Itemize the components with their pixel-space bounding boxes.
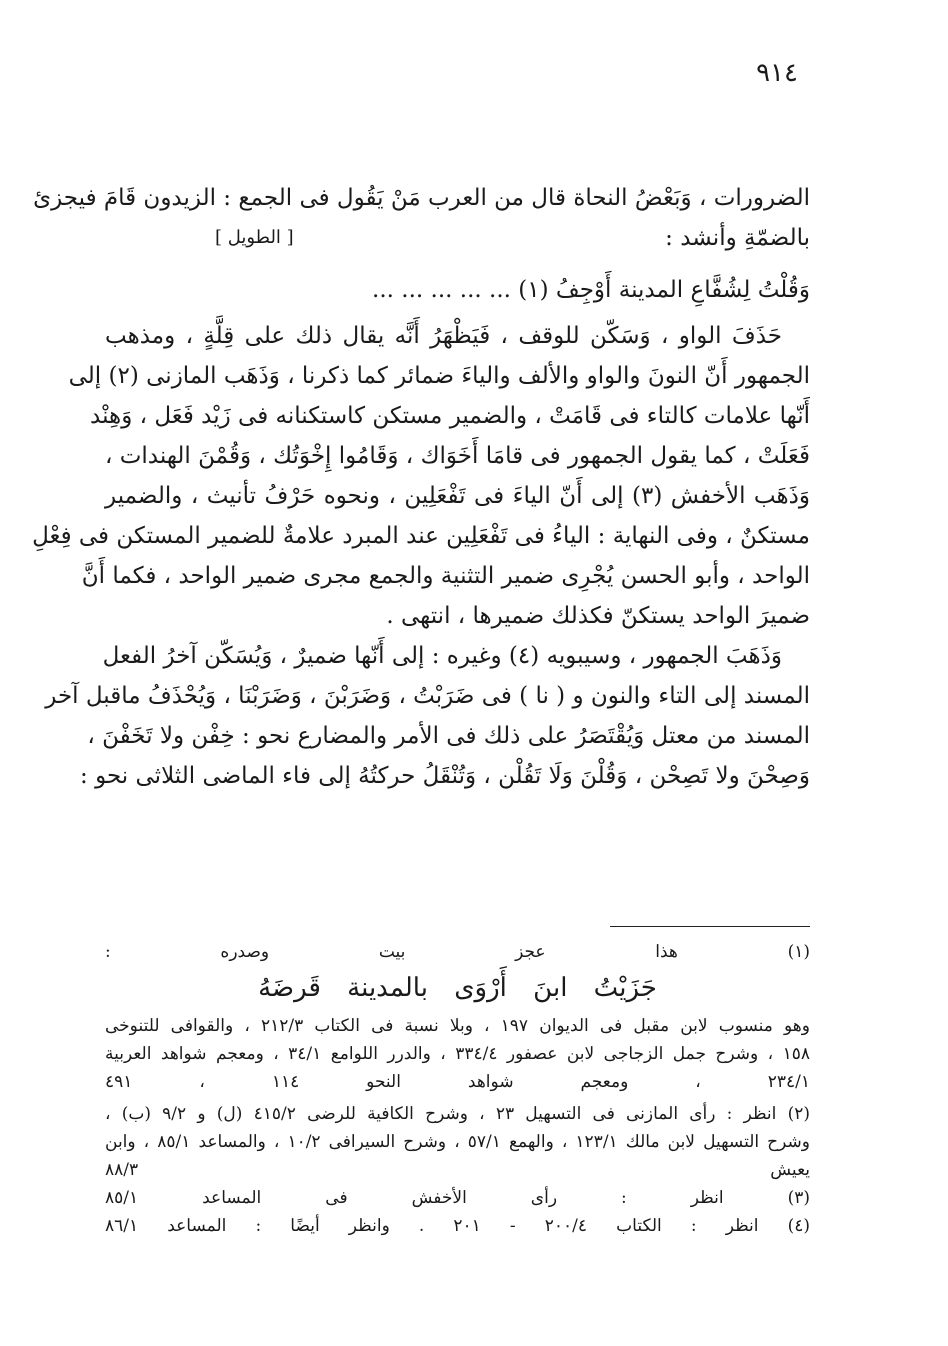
text-line: حَذَفَ الواو ، وَسَكّن للوقف ، فَيَظْهَرُ أَنَّه يقال ذلك على قِلَّةٍ ، ومذهب [105,323,782,349]
paragraph-2 [32,316,810,636]
paragraph-1 [33,178,810,258]
footnote-divider [610,926,810,927]
footnote-line: وهو منسوب لابن مقبل فى الديوان ١٩٧ ، وبلا نسبة فى الكتاب ٢١٢/٣ ، والقوافى للتنوخى [105,1016,810,1036]
footnote-4 [105,1212,810,1240]
text-line: الجمهور أَنّ النونَ والواو والألف والياءَ ضمائر كما ذكرنا ، وَذَهَب المازنى (٢) إلى [68,363,810,389]
text-line-content: بالضمّةِ وأنشد : [665,225,810,251]
page-number: ٩١٤ [756,58,798,88]
text-line: أَنّها علامات كالتاء فى قَامَتْ ، والضمير مستكن كاستكنانه فى زَيْد فَعَل ، وَهِنْد [90,403,810,429]
verse-ellipsis: ... ... ... ... ... [372,277,511,303]
text-line: المسند إلى التاء والنون و ( نا ) فى ضَرَبْتُ ، وَضَرَبْنَ ، وَضَرَبْنَا ، وَيُحْذَفُ ماقبل آخر [45,683,810,709]
footnote-verse [105,966,810,1010]
footnote-line: وشرح التسهيل لابن مالك ١٢٣/١ ، والهمع ٥٧/١ ، وشرح السيرافى ١٠/٢ ، والمساعد ٨٥/١ ، وابن [105,1132,810,1152]
footnote-verse-text: جَزَيْتُ ابنَ أَرْوَى بالمدينة قَرضَهُ [258,973,657,1003]
main-text [32,178,810,796]
verse-line [105,258,810,316]
text-line: وَذَهَب الأخفش (٣) إلى أَنّ الياءَ فى تَفْعَلِين ، ونحوه حَرْفُ تأنيث ، والضمير [105,483,810,509]
paragraph-3 [45,636,810,796]
footnote-line: يعيش ٨٨/٣ [105,1160,810,1180]
text-line: فَعَلَتْ ، كما يقول الجمهور فى قامَا أَخَوَاك ، وَقَامُوا إِخْوَتُك ، وَقُمْنَ الهندات ، [105,443,810,469]
text-line: الضرورات ، وَبَعْضُ النحاة قال من العرب مَنْ يَقُول فى الجمع : الزيدون قَامَ فيجزئ [33,185,810,211]
footnote-2 [105,1100,810,1184]
text-line: الواحد ، وأبو الحسن يُجْرِى ضمير التثنية والجمع مجرى ضمير الواحد ، فكما أَنَّ [81,563,810,589]
footnote-1-sources [105,1012,810,1096]
text-line: وَذَهَبَ الجمهور ، وسيبويه (٤) وغيره : إلى أَنّها ضميرٌ ، وَيُسَكّن آخرُ الفعل [102,643,782,669]
footnote-3 [105,1184,810,1212]
footnotes [105,938,810,1240]
verse-text: وَقُلْتُ لِشُفَّاعِ المدينة أَوْجِفُ (١) [518,277,810,303]
footnote-line: ١٥٨ ، وشرح جمل الزجاجى لابن عصفور ٣٣٤/٤ ، والدرر اللوامع ٣٤/١ ، ومعجم شواهد العربية [105,1044,811,1064]
text-line: مستكنٌ ، وفى النهاية : الياءُ فى تَفْعَلِين عند المبرد علامةٌ للضمير المستكن فى فِعْلِ [32,523,810,549]
footnote-line: ٢٣٤/١ ، ومعجم شواهد النحو ١١٤ ، ٤٩١ [105,1072,810,1092]
footnote-line: (٤) انظر : الكتاب ٢٠٠/٤ - ٢٠١ . وانظر أيضًا : المساعد ٨٦/١ [105,1216,810,1236]
footnote-line: (١) هذا عجز بيت وصدره : [105,942,810,962]
footnote-line: (٢) انظر : رأى المازنى فى التسهيل ٢٣ ، وشرح الكافية للرضى ٤١٥/٢ (ل) و ٩/٢ (ب) ، [105,1104,810,1124]
text-line: المسند من معتل وَيُقْتَصَرُ على ذلك فى الأمر والمضارع نحو : خِفْن ولا تَخَفْنَ ، [87,723,810,749]
text-line [105,218,810,258]
text-line: وَصِحْنَ ولا تَصِحْن ، وَقُلْنَ وَلَا تَقُلْن ، وَتُنْقَلُ حركتُهُ إلى فاء الماضى الثلاثى نحو : [80,763,810,789]
footnote-1 [105,938,810,966]
footnote-line: (٣) انظر : رأى الأخفش فى المساعد ٨٥/١ [105,1188,810,1208]
text-line: ضميرَ الواحد يستكنّ فكذلك ضميرها ، انتهى . [386,603,810,629]
verse-meter: [ الطويل ] [215,227,294,248]
